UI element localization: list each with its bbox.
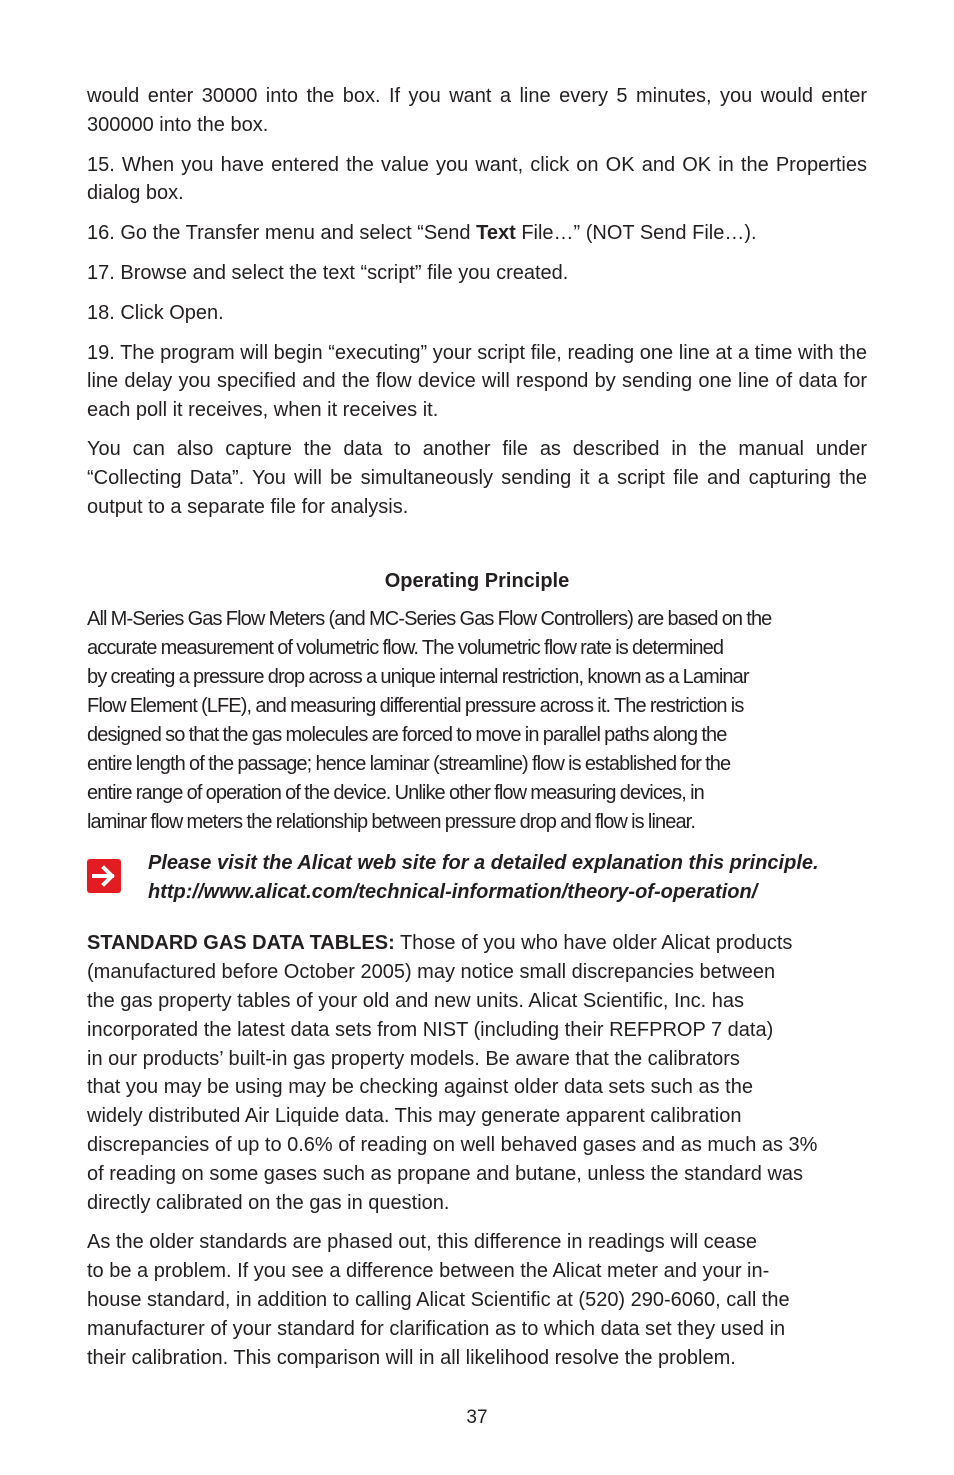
gas-tables-line: Those of you who have older Alicat products [394, 932, 793, 955]
principle-line: designed so that the gas molecules are forced to move in parallel paths along the [87, 724, 727, 747]
principle-line: laminar flow meters the relationship between pressure drop and flow is linear. [87, 811, 695, 834]
step-16 [87, 219, 867, 248]
gas-tables-line: incorporated the latest data sets from NIST (including their REFPROP 7 data) [87, 1018, 774, 1041]
step-16-text-end: File…” (NOT Send File…). [515, 222, 757, 245]
step-15: 15. When you have entered the value you want, click on OK and OK in the Properties dialog box. [87, 153, 867, 205]
page-number: 37 [466, 1407, 488, 1428]
older-standards-line: their calibration. This comparison will in all likelihood resolve the problem. [87, 1346, 736, 1369]
note-link[interactable]: http://www.alicat.com/technical-information/theory-of-operation/ [148, 881, 758, 904]
step-17: 17. Browse and select the text “script” file you created. [87, 261, 569, 284]
capture-paragraph: You can also capture the data to another file as described in the manual under “Collecting Data”. You will be simultaneously sending it a script file and capturing the output to a separate file for analysis. [87, 437, 867, 518]
principle-line: by creating a pressure drop across a unique internal restriction, known as a Laminar [87, 666, 749, 689]
principle-line: entire length of the passage; hence laminar (streamline) flow is established for the [87, 753, 731, 776]
principle-line: All M-Series Gas Flow Meters (and MC-Series Gas Flow Controllers) are based on the [87, 608, 772, 631]
older-standards-line: As the older standards are phased out, this difference in readings will cease [87, 1231, 758, 1254]
principle-paragraph [87, 605, 867, 837]
principle-line: accurate measurement of volumetric flow. The volumetric flow rate is determined [87, 637, 724, 660]
gas-tables-line: the gas property tables of your old and new units. Alicat Scientific, Inc. has [87, 989, 745, 1012]
arrow-right-icon [87, 859, 121, 893]
gas-tables-line: of reading on some gases such as propane and butane, unless the standard was [87, 1162, 804, 1185]
principle-line: entire range of operation of the device. Unlike other flow measuring devices, in [87, 782, 704, 805]
gas-tables-label: STANDARD GAS DATA TABLES: [87, 932, 395, 955]
older-standards-line: manufacturer of your standard for clarification as to which data set they used in [87, 1317, 786, 1340]
gas-tables-line: that you may be using may be checking against older data sets such as the [87, 1076, 753, 1099]
gas-tables-line: in our products’ built-in gas property models. Be aware that the calibrators [87, 1047, 740, 1070]
note-text [148, 849, 819, 907]
principle-line: Flow Element (LFE), and measuring differential pressure across it. The restriction is [87, 695, 744, 718]
gas-tables-line: directly calibrated on the gas in question. [87, 1191, 450, 1214]
step-16-bold-text: Text [476, 222, 516, 245]
page-content [87, 82, 867, 1372]
note-callout [87, 849, 867, 907]
note-message: Please visit the Alicat web site for a detailed explanation this principle. [148, 852, 819, 875]
older-standards-line: house standard, in addition to calling Alicat Scientific at (520) 290-6060, call the [87, 1288, 790, 1311]
step-18: 18. Click Open. [87, 301, 224, 324]
older-standards-line: to be a problem. If you see a difference between the Alicat meter and your in- [87, 1260, 770, 1283]
gas-tables-paragraph [87, 929, 867, 1217]
gas-tables-line: widely distributed Air Liquide data. This may generate apparent calibration [87, 1105, 742, 1128]
step-16-text-start: 16. Go the Transfer menu and select “Send [87, 222, 477, 245]
step-19: 19. The program will begin “executing” your script file, reading one line at a time with the line delay you specified and the flow device will respond by sending one line of data for each poll it receives, when it receives it. [87, 341, 867, 422]
gas-tables-line: (manufactured before October 2005) may notice small discrepancies between [87, 961, 776, 984]
paragraph-continue: would enter 30000 into the box. If you want a line every 5 minutes, you would enter 300000 into the box. [87, 85, 867, 136]
older-standards-paragraph [87, 1228, 867, 1372]
section-heading: Operating Principle [384, 570, 570, 593]
gas-tables-line: discrepancies of up to 0.6% of reading on well behaved gases and as much as 3% [87, 1133, 818, 1156]
